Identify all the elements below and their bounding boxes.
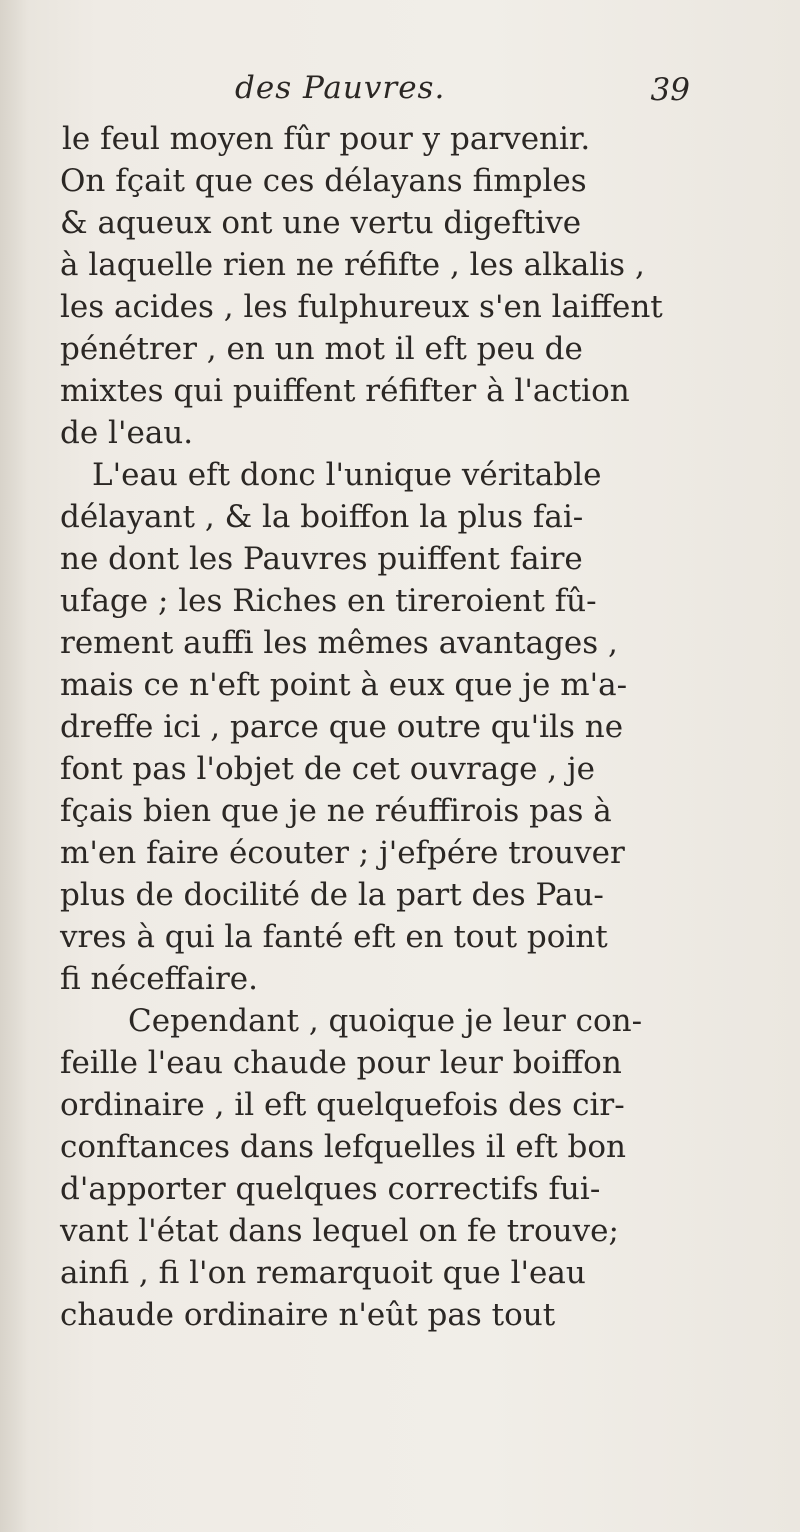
text-line: chaude ordinaire n'eût pas tout (60, 1297, 556, 1333)
running-title: des Pauvres. (235, 70, 446, 106)
text-line: & aqueux ont une vertu digeftive (60, 205, 582, 241)
text-line: à laquelle rien ne réfifte , les alkalis , (60, 247, 645, 283)
text-line: font pas l'objet de cet ouvrage , je (60, 751, 595, 787)
text-line: plus de docilité de la part des Pau- (60, 877, 604, 913)
text-line: vres à qui la fanté eft en tout point (60, 919, 608, 955)
text-line: On fçait que ces délayans fimples (60, 163, 587, 199)
text-line: L'eau eft donc l'unique véritable (92, 457, 602, 493)
text-line: ordinaire , il eft quelquefois des cir- (60, 1087, 625, 1123)
text-line: d'apporter quelques correctifs fui- (60, 1171, 601, 1207)
page-header (60, 70, 740, 114)
text-line: fçais bien que je ne réuffirois pas à (60, 793, 612, 829)
text-line: le feul moyen fûr pour y parvenir. (62, 121, 591, 157)
text-line: rement auffi les mêmes avantages , (60, 625, 618, 661)
text-line: fi néceffaire. (60, 961, 258, 997)
text-line: ufage ; les Riches en tireroient fû- (60, 583, 597, 619)
text-line: de l'eau. (60, 415, 194, 451)
page-shadow (0, 0, 28, 1532)
text-line: délayant , & la boiffon la plus fai- (60, 499, 584, 535)
text-line: conftances dans lefquelles il eft bon (60, 1129, 627, 1165)
text-line: vant l'état dans lequel on fe trouve; (60, 1213, 619, 1249)
text-line: pénétrer , en un mot il eft peu de (60, 331, 583, 367)
text-line: m'en faire écouter ; j'efpére trouver (60, 835, 625, 871)
text-line: les acides , les fulphureux s'en laiffent (60, 289, 663, 325)
text-line: mixtes qui puiffent réfifter à l'action (60, 373, 630, 409)
page-number: 39 (650, 72, 690, 108)
text-line: ne dont les Pauvres puiffent faire (60, 541, 583, 577)
text-line: dreffe ici , parce que outre qu'ils ne (60, 709, 624, 745)
text-line: feille l'eau chaude pour leur boiffon (60, 1045, 622, 1081)
text-line: mais ce n'eft point à eux que je m'a- (60, 667, 628, 703)
text-line: ainfi , fi l'on remarquoit que l'eau (60, 1255, 586, 1291)
text-line: Cependant , quoique je leur con- (128, 1003, 643, 1039)
